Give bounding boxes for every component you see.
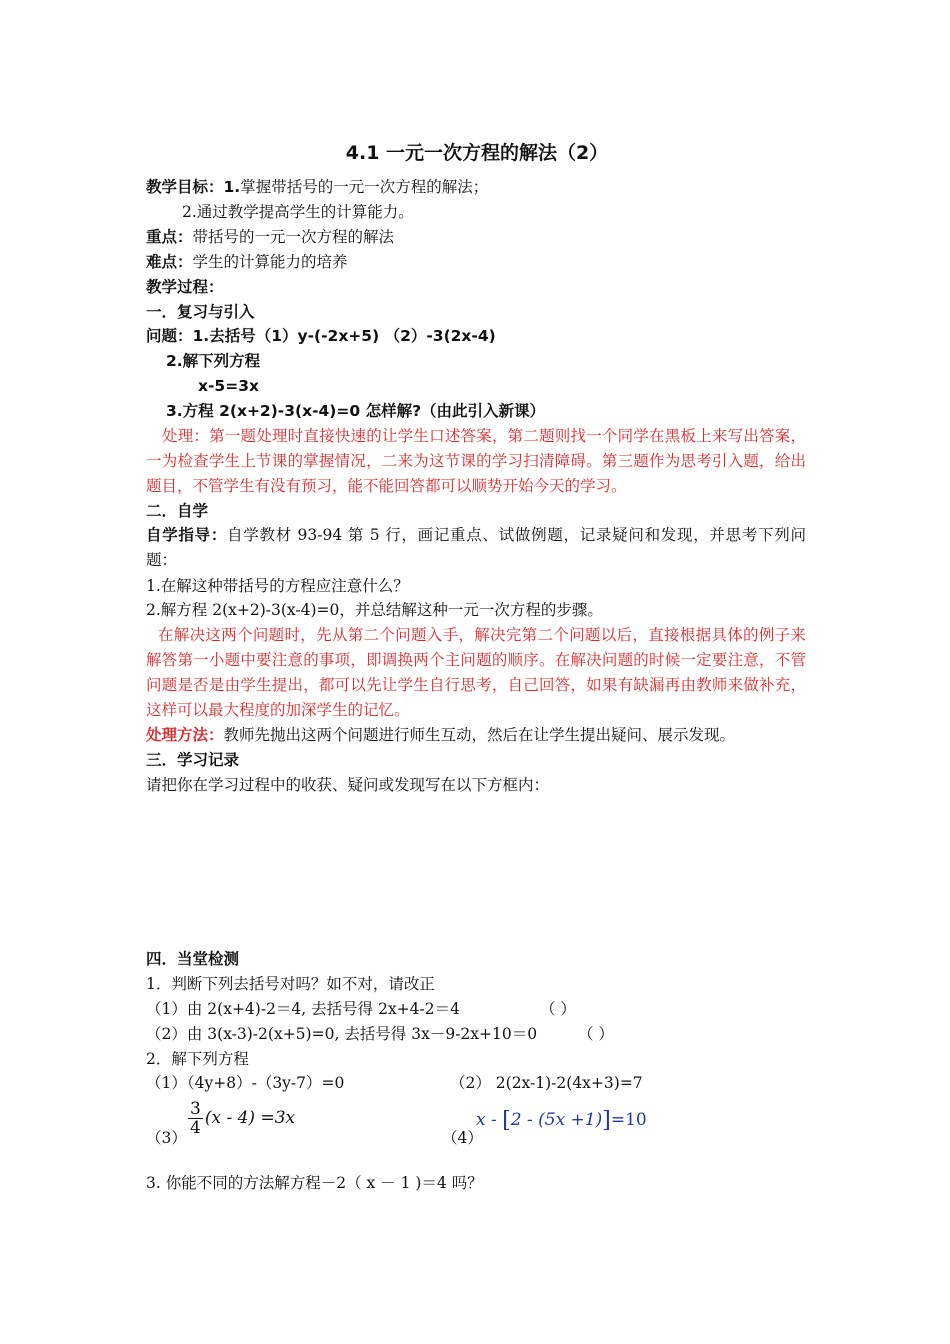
problem-1b-answer-blank: （ ） — [578, 1025, 614, 1043]
handling-method: 处理方法：教师先抛出这两个问题进行师生互动，然后在让学生提出疑问、展示发现。 — [146, 726, 736, 744]
problem-2: 2．解下列方程 — [146, 1050, 249, 1068]
goals-item-2: 2.通过教学提高学生的计算能力。 — [182, 203, 414, 221]
section-1-heading: 一．复习与引入 — [146, 303, 255, 321]
section-1-equation: x-5=3x — [198, 377, 259, 395]
section-3-text: 请把你在学习过程中的收获、疑问或发现写在以下方框内： — [146, 776, 550, 794]
problem-1b: （2）由 3(x-3)-2(x+5)=0, 去括号得 3x－9-2x+10＝0 — [146, 1025, 538, 1043]
section-1-question-2: 2.解下列方程 — [166, 352, 261, 370]
teaching-goals: 教学目标：1.掌握带括号的一元一次方程的解法； — [146, 178, 489, 196]
problem-2-4-label: （4） — [442, 1129, 483, 1147]
left-bracket: [ — [502, 1108, 511, 1133]
problem-2-2: （2） 2(2x-1)-2(4x+3)=7 — [450, 1074, 643, 1092]
goals-label: 教学目标： — [146, 178, 224, 196]
section-1-question-3: 3.方程 2(x+2)-3(x-4)=0 怎样解?（由此引入新课） — [166, 402, 546, 420]
problem-2-3-equation: $\frac{3}{4}$ (x - 4) =3x — [190, 1099, 296, 1138]
self-study-guide: 自学指导：自学教材 93-94 第 5 行，画记重点、试做例题，记录疑问和发现，并思考下列问题： — [146, 526, 806, 569]
section-2-question-2: 2.解方程 2(x+2)-3(x-4)=0，并总结解这种一元一次方程的步骤。 — [146, 601, 603, 619]
problem-1: 1．判断下列去括号对吗？如不对，请改正 — [146, 975, 435, 993]
problem-1a-answer-blank: （ ） — [540, 1000, 576, 1018]
problem-1a: （1）由 2(x+4)-2＝4, 去括号得 2x+4-2＝4 — [146, 1000, 460, 1018]
section-4-heading: 四．当堂检测 — [146, 950, 240, 968]
right-bracket: ] — [602, 1108, 611, 1133]
section-1-question-1: 问题：1.去括号（1）y-(-2x+5) （2）-3(2x-4) — [146, 327, 496, 345]
problem-2-1: （1）（4y+8）-（3y-7）=0 — [146, 1074, 345, 1092]
section-2-question-1: 1.在解这种带括号的方程应注意什么？ — [146, 577, 409, 595]
section-3-heading: 三．学习记录 — [146, 751, 240, 769]
problem-3: 3. 你能不同的方法解方程－2（ x － 1 )＝4 吗？ — [146, 1174, 483, 1192]
problem-2-3-label: （3） — [146, 1129, 187, 1147]
fraction: $\frac{3}{4}$ — [190, 1099, 201, 1138]
section-2-note: 在解决这两个问题时，先从第二个问题入手，解决完第二个问题以后，直接根据具体的例子来解答第一小题中要注意的事项，即调换两个主问题的顺序。在解决问题的时候一定要注意，不管问题是否是由学生提出，都可以先让学生自行思考，自己回答，如果有缺漏再由教师来做补充，这样可以最大程度的加深学生的记忆。 — [146, 626, 806, 719]
section-1-note: 处理：第一题处理时直接快速的让学生口述答案，第二题则找一个同学在黑板上来写出答案，一为检查学生上节课的掌握情况，二来为这节课的学习扫清障碍。第三题作为思考引入题，给出题目，不管学生有没有预习，能不能回答都可以顺势开始今天的学习。 — [146, 427, 806, 495]
difficulty: 难点：学生的计算能力的培养 — [146, 253, 348, 271]
page-title: 4.1 一元一次方程的解法（2） — [345, 142, 609, 164]
problem-2-4-equation: x - [2 - (5x +1)]=10 — [476, 1108, 647, 1133]
process-label: 教学过程： — [146, 278, 224, 296]
section-2-heading: 二．自学 — [146, 502, 209, 520]
key-point: 重点：带括号的一元一次方程的解法 — [146, 228, 395, 246]
